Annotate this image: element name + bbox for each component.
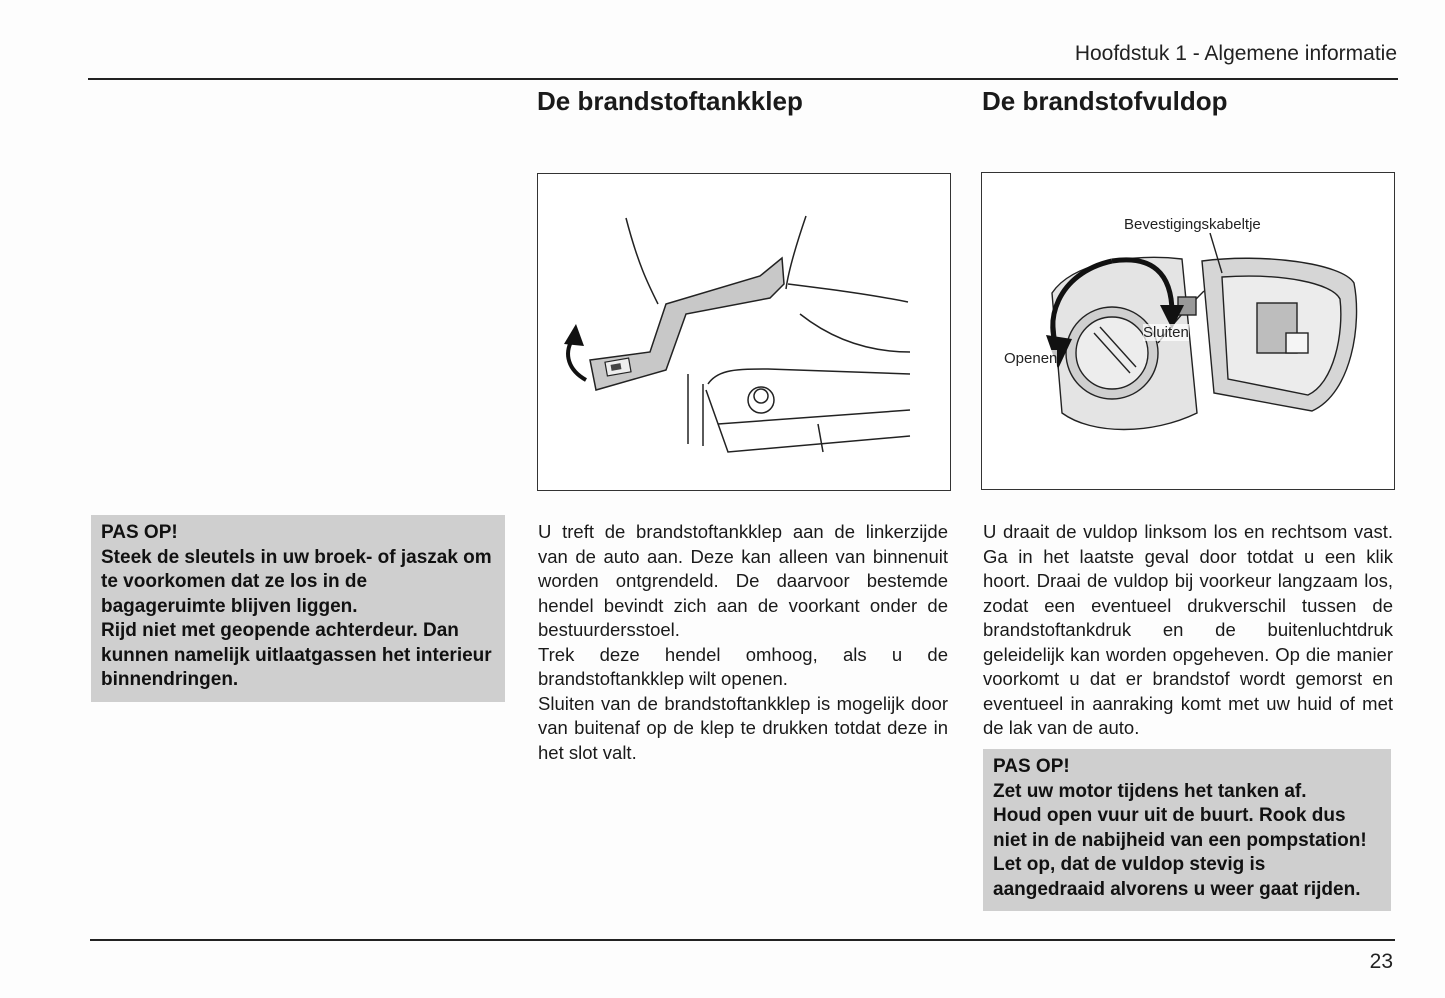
label-close: Sluiten: [1143, 324, 1189, 341]
warning-line: Rijd niet met geopende achterdeur. Dan kunnen namelijk uitlaatgassen het interieur binnendringen.: [101, 620, 492, 690]
warning-line: Zet uw motor tijdens het tanken af.: [993, 780, 1307, 802]
fuel-cap-description: [983, 520, 1393, 741]
paragraph: U treft de brandstoftankklep aan de linkerzijde van de auto aan. Deze kan alleen van binnenuit worden ontgrendeld. De daarvoor bestemde hendel bevindt zich aan de voorkant onder de bestuurdersstoel.: [538, 521, 948, 640]
top-divider: [88, 78, 1398, 80]
section-title-fuel-cap: De brandstofvuldop: [982, 86, 1228, 116]
fuel-flap-description: [538, 520, 948, 765]
paragraph: Sluiten van de brandstoftankklep is mogelijk door van buitenaf op de klep te drukken totdat deze in het slot valt.: [538, 692, 948, 763]
page-number: 23: [1369, 950, 1393, 973]
label-open: Openen: [1004, 350, 1058, 367]
bottom-divider: [90, 939, 1395, 941]
fuel-flap-lever-illustration: [537, 173, 951, 491]
label-cable: Bevestigingskabeltje: [1124, 216, 1261, 233]
fuel-cap-illustration: [981, 172, 1395, 490]
paragraph: Trek deze hendel omhoog, als u de brandstoftankklep wilt openen.: [538, 643, 948, 689]
warning-title: PAS OP!: [993, 756, 1070, 777]
warning-box-keys: [91, 515, 505, 702]
warning-line: Steek de sleutels in uw broek- of jaszak om te voorkomen dat ze los in de bagageruimte blijven liggen.: [101, 546, 492, 617]
chapter-header: Hoofdstuk 1 - Algemene informatie: [1074, 42, 1397, 65]
warning-line: Let op, dat de vuldop stevig is aangedraaid alvorens u weer gaat rijden.: [993, 854, 1361, 900]
section-title-fuel-flap: De brandstoftankklep: [537, 86, 803, 116]
warning-line: Houd open vuur uit de buurt. Rook dus niet in de nabijheid van een pompstation!: [993, 805, 1367, 851]
warning-box-refuelling: [983, 749, 1391, 911]
paragraph: U draait de vuldop linksom los en rechtsom vast. Ga in het laatste geval door totdat u een klik hoort. Draai de vuldop bij voorkeur langzaam los, zodat een eventueel drukverschil tussen de brandstoftankdruk en de buitenluchtdruk geleidelijk kan worden opgeheven. Op die manier voorkomt u dat er brandstof wordt gemorst en eventueel in aanraking komt met uw huid of met de lak van de auto.: [983, 521, 1393, 738]
warning-title: PAS OP!: [101, 522, 178, 543]
lever-drawing: [538, 174, 950, 490]
